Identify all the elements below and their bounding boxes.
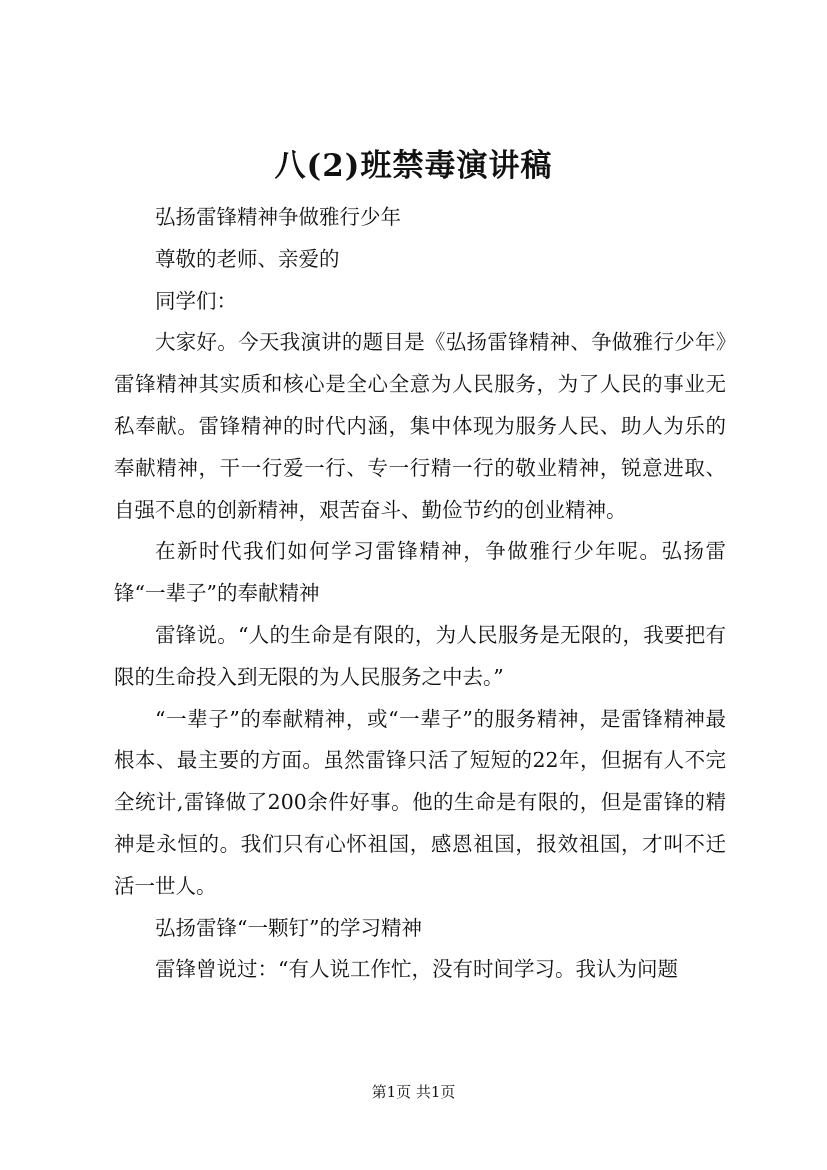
paragraph-new-era: 在新时代我们如何学习雷锋精神，争做雅行少年呢。弘扬雷锋“一辈子”的奉献精神 — [114, 539, 726, 606]
paragraph-greeting-2: 同学们： — [155, 288, 237, 313]
paragraph-lifelong-spirit: “一辈子”的奉献精神，或“一辈子”的服务精神，是雷锋精神最根本、最主要的方面。虽然雷锋只活了短短的22年，但据有人不完全统计,雷锋做了200余件好事。他的生命是有限的，但是雷锋的精神是永恒的。我们只有心怀祖国，感恩祖国，报效祖国，才叫不迁活一世人。 — [114, 706, 726, 898]
paragraph-quote: 雷锋说。“人的生命是有限的，为人民服务是无限的，我要把有限的生命投入到无限的为人民服务之中去。” — [114, 622, 726, 689]
paragraph-study-quote: 雷锋曾说过：“有人说工作忙，没有时间学习。我认为问题 — [155, 957, 678, 982]
page-footer: 第1页 共1页 — [371, 1083, 456, 1101]
paragraph-subtitle: 弘扬雷锋精神争做雅行少年 — [155, 205, 401, 229]
paragraph-intro: 大家好。今天我演讲的题目是《弘扬雷锋精神、争做雅行少年》雷锋精神其实质和核心是全心全意为人民服务，为了人民的事业无私奉献。雷锋精神的时代内涵，集中体现为服务人民、助人为乐的奉献精神，干一行爱一行、专一行精一行的敬业精神，锐意进取、自强不息的创新精神，艰苦奋斗、勤俭节约的创业精神。 — [114, 330, 726, 522]
paragraph-greeting-1: 尊敬的老师、亲爱的 — [155, 246, 340, 271]
document-body — [114, 197, 726, 991]
document-title: 八(2)班禁毒演讲稿 — [274, 148, 553, 184]
paragraph-nail-spirit-heading: 弘扬雷锋“一颗钉”的学习精神 — [155, 915, 422, 940]
